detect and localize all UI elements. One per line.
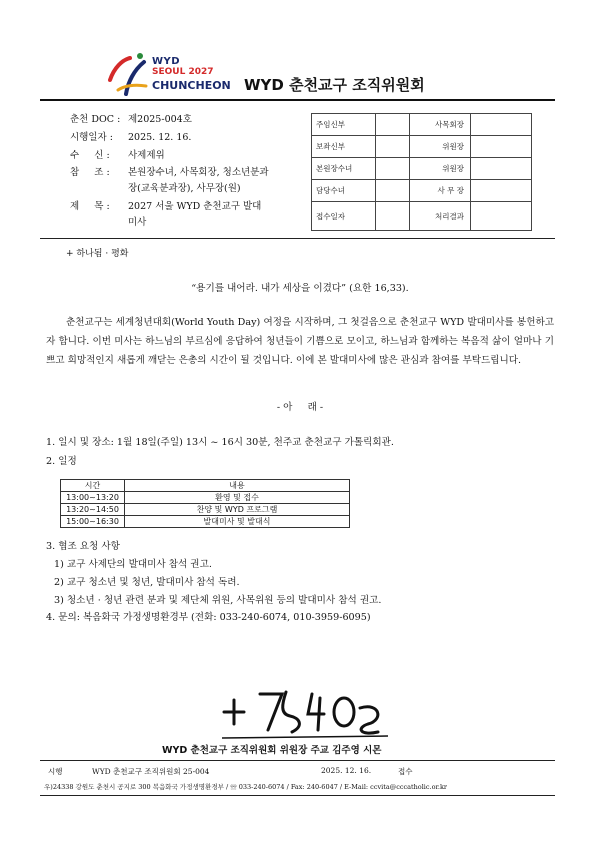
approval-table (311, 113, 532, 231)
approval-label: 위원장 (410, 136, 471, 158)
schedule-head-content: 내용 (125, 480, 350, 492)
footer-rule-top (40, 760, 555, 761)
item-4: 4. 문의: 복음화국 가정생명환경부 (전화: 033-240-6074, 010-3959-6095) (46, 612, 371, 623)
approval-row (312, 202, 532, 231)
approval-label: 담당수녀 (312, 180, 376, 202)
item-3: 3. 협조 요청 사항 (46, 541, 120, 552)
meta-label: 참 조 : (70, 167, 110, 178)
schedule-time: 13:00~13:20 (61, 492, 125, 504)
item-1: 1. 일시 및 장소: 1월 18일(주일) 13시 ~ 16시 30분, 천주교 춘천교구 가톨릭회관. (46, 437, 394, 448)
logo-wyd-text: WYD (152, 56, 181, 67)
approval-row (312, 180, 532, 202)
table-row (61, 492, 350, 504)
header-rule (40, 99, 555, 101)
schedule-time: 13:20~14:50 (61, 504, 125, 516)
meta-value: 2027 서울 WYD 춘천교구 발대 (128, 201, 262, 212)
approval-label: 본원장수녀 (312, 158, 376, 180)
meta-rule (40, 238, 555, 239)
approval-label: 접수일자 (312, 202, 376, 231)
body-paragraph: 춘천교구는 세계청년대회(World Youth Day) 여정을 시작하며, 그 첫걸음으로 춘천교구 WYD 발대미사를 봉헌하고자 합니다. 이번 미사는 하느님의 부르심에 응답하여 청년들이 기쁨으로 모이고, 하느님과 함께하는 복음적 삶이 얼마나 기쁘고 희망적인지 새롭게 깨닫는 은총의 시간이 될 것입니다. 이에 본 발대미사에 많은 관심과 참여를 부탁드립니다. (46, 317, 554, 366)
org-title: WYD 춘천교구 조직위원회 (244, 76, 425, 94)
meta-value: 제2025-004호 (128, 114, 192, 125)
schedule-content: 환영 및 접수 (125, 492, 350, 504)
footer-doc: WYD 춘천교구 조직위원회 25-004 (92, 767, 210, 776)
meta-label: 춘천 DOC : (70, 114, 121, 125)
table-row (61, 516, 350, 528)
meta-doc (70, 113, 192, 126)
meta-value: 2025. 12. 16. (128, 132, 192, 143)
meta-cc-cont: 장(교육분과장), 사무장(원) (128, 183, 241, 194)
item-3-2: 2) 교구 청소년 및 청년, 발대미사 참석 독려. (54, 577, 240, 588)
approval-label: 사목회장 (410, 114, 471, 136)
footer-rule-bottom (40, 795, 555, 796)
item-2: 2. 일정 (46, 456, 77, 467)
meta-subject-cont: 미사 (128, 217, 147, 228)
schedule-header-row (61, 480, 350, 492)
item-3-1: 1) 교구 사제단의 발대미사 참석 권고. (54, 559, 212, 570)
approval-label: 사 무 장 (410, 180, 471, 202)
footer-label-issue: 시행 (48, 767, 63, 776)
notice-heading: - 아 래 - (276, 402, 324, 413)
footer-label-receive: 접수 (398, 767, 413, 776)
approval-row (312, 136, 532, 158)
approval-label: 처리결과 (410, 202, 471, 231)
signature-image (220, 680, 390, 740)
issuer-line: WYD 춘천교구 조직위원회 위원장 주교 김주영 시몬 (162, 745, 382, 756)
schedule-content: 찬양 및 WYD 프로그램 (125, 504, 350, 516)
approval-row (312, 158, 532, 180)
logo-seoul-text: SEOUL 2027 (152, 67, 214, 77)
meta-label: 제 목 : (70, 201, 110, 212)
meta-cc (70, 166, 269, 179)
footer-date: 2025. 12. 16. (321, 766, 372, 775)
meta-label: 시행일자 : (70, 132, 113, 143)
schedule-content: 발대미사 및 발대식 (125, 516, 350, 528)
schedule-head-time: 시간 (61, 480, 125, 492)
logo-city-text: CHUNCHEON (152, 79, 231, 92)
schedule-table (60, 479, 350, 528)
greeting: + 하나됨 · 평화 (66, 249, 129, 259)
approval-label: 주임신부 (312, 114, 376, 136)
meta-label: 수 신 : (70, 150, 110, 161)
meta-subject (70, 200, 261, 213)
approval-label: 보좌신부 (312, 136, 376, 158)
meta-date (70, 131, 191, 144)
table-row (61, 504, 350, 516)
meta-value: 사제제위 (128, 150, 165, 161)
meta-to (70, 149, 165, 162)
schedule-time: 15:00~16:30 (61, 516, 125, 528)
approval-row (312, 114, 532, 136)
footer-address: 우)24338 강원도 춘천시 공지로 300 복음화국 가정생명환경부 / ☏ 033-240-6074 / Fax: 240-6047 / E-Mail: ccvita@cccatholic.or.kr (44, 783, 447, 791)
meta-value: 본원장수녀, 사목회장, 청소년분과 (128, 167, 269, 178)
scripture-quote: “용기를 내어라. 내가 세상을 이겼다” (요한 16,33). (191, 283, 409, 294)
approval-label: 위원장 (410, 158, 471, 180)
item-3-3: 3) 청소년 · 청년 관련 분과 및 제단체 위원, 사목위원 등의 발대미사 참석 권고. (54, 595, 382, 606)
